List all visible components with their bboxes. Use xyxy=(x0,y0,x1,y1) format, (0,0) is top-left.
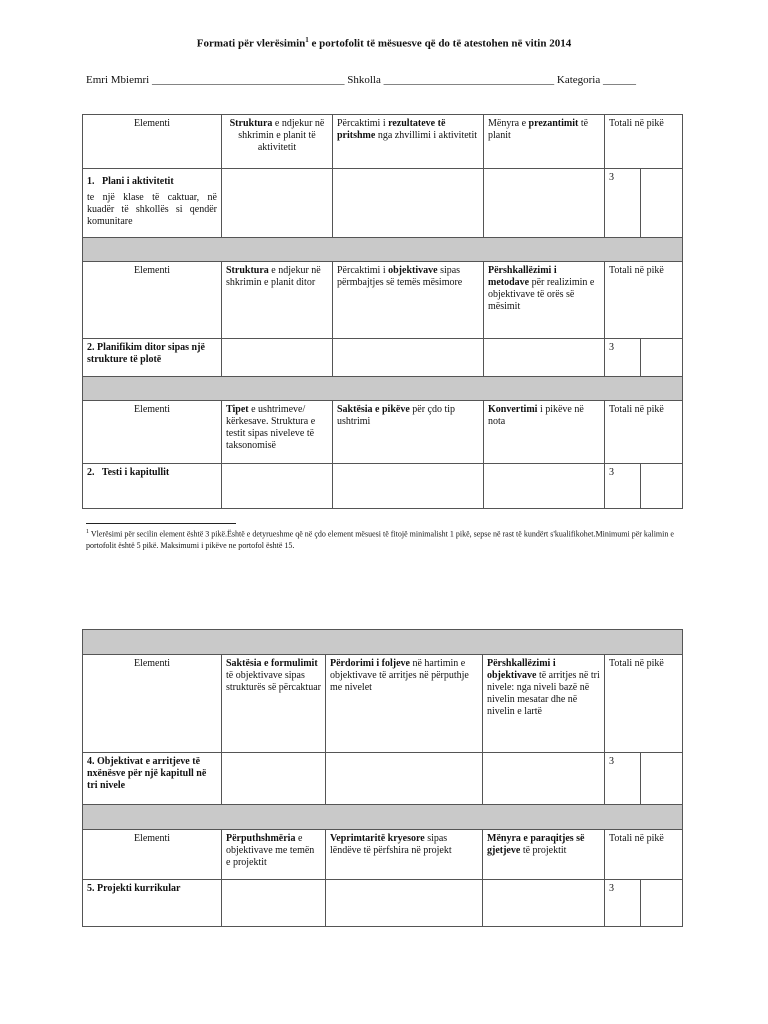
criterion-header: Mënyra e prezantimit të planit xyxy=(484,115,605,169)
header-row xyxy=(83,115,683,169)
criterion-header: Tipet e ushtrimeve/ kërkesave. Struktura e testit sipas niveleve të taksonomisë xyxy=(222,401,333,464)
points-blank xyxy=(641,753,683,805)
header-row xyxy=(83,401,683,464)
elements-header: Elementi xyxy=(83,401,222,464)
score-cell xyxy=(326,753,483,805)
criterion-header: Veprimtaritë kryesore sipas lëndëve të përfshira në projekt xyxy=(326,830,483,880)
criterion-header: Përcaktimi i rezultateve të pritshme nga zhvillimi i aktivitetit xyxy=(333,115,484,169)
title-text-rest: e portofolit të mësuesve që do të atestohen në vitin 2014 xyxy=(308,37,572,50)
total-header: Totali në pikë xyxy=(605,655,683,753)
identity-fields xyxy=(86,74,686,86)
element-cell: 5. Projekti kurrikular xyxy=(83,880,222,927)
score-cell xyxy=(483,753,605,805)
criterion-header: Përcaktimi i objektivave sipas përmbajtjes së temës mësimore xyxy=(333,262,484,339)
rubric-table-2 xyxy=(82,629,683,927)
criterion-header: Mënyra e paraqitjes së gjetjeve të projektit xyxy=(483,830,605,880)
element-cell: 2. Planifikim ditor sipas një strukture të plotë xyxy=(83,339,222,377)
score-cell xyxy=(484,169,605,238)
criterion-header: Përputhshmëria e objektivave me temën e projektit xyxy=(222,830,326,880)
element-row xyxy=(83,169,683,238)
header-row xyxy=(83,655,683,753)
school-field: Shkolla _______________________________ xyxy=(347,74,555,86)
score-cell xyxy=(222,339,333,377)
separator-row xyxy=(83,377,683,401)
document-title xyxy=(0,36,768,50)
criterion-header: Konvertimi i pikëve në nota xyxy=(484,401,605,464)
elements-header: Elementi xyxy=(83,830,222,880)
score-cell xyxy=(484,339,605,377)
element-row xyxy=(83,339,683,377)
criterion-header: Saktësia e pikëve për çdo tip ushtrimi xyxy=(333,401,484,464)
criterion-header: Struktura e ndjekur në shkrimin e planit ditor xyxy=(222,262,333,339)
score-cell xyxy=(333,464,484,509)
points-cell: 3 xyxy=(605,464,641,509)
elements-header: Elementi xyxy=(83,115,222,169)
score-cell xyxy=(222,169,333,238)
name-field: Emri Mbiemri ___________________________________ xyxy=(86,74,345,86)
separator-row xyxy=(83,630,683,655)
points-cell: 3 xyxy=(605,753,641,805)
score-cell xyxy=(222,464,333,509)
points-cell: 3 xyxy=(605,339,641,377)
elements-header: Elementi xyxy=(83,655,222,753)
category-field: Kategoria ______ xyxy=(556,74,636,86)
header-row xyxy=(83,262,683,339)
separator-row xyxy=(83,805,683,830)
score-cell xyxy=(483,880,605,927)
points-blank xyxy=(641,880,683,927)
score-cell xyxy=(222,880,326,927)
points-cell: 3 xyxy=(605,880,641,927)
footnote-ref: 1 xyxy=(305,36,309,44)
element-row xyxy=(83,753,683,805)
separator-row xyxy=(83,238,683,262)
score-cell xyxy=(333,339,484,377)
total-header: Totali në pikë xyxy=(605,830,683,880)
total-header: Totali në pikë xyxy=(605,262,683,339)
footnote: $^1$ Vlerësimi për secilin element është 3 pikë.Është e detyrueshme që në çdo element mësuesi të fitojë minimalisht 1 pikë, sepse në rast të kundërt s'kualifikohet.Minimumi për kalimin e portofolit është 5 pikë. Maksimumi i pikëve ne portofol është 15. xyxy=(86,529,674,550)
score-cell xyxy=(326,880,483,927)
footnote-separator xyxy=(86,523,236,524)
elements-header: Elementi xyxy=(83,262,222,339)
element-row xyxy=(83,464,683,509)
points-blank xyxy=(641,339,683,377)
total-header: Totali në pikë xyxy=(605,115,683,169)
score-cell xyxy=(222,753,326,805)
criterion-header: Përshkallëzimi i objektivave të arritjes në tri nivele: nga niveli bazë në nivelin mesatar dhe në nivelin e lartë xyxy=(483,655,605,753)
element-cell: 2. Testi i kapitullit xyxy=(83,464,222,509)
element-row xyxy=(83,880,683,927)
rubric-table-1 xyxy=(82,114,683,509)
header-row xyxy=(83,830,683,880)
title-text: Formati për vlerësimin xyxy=(196,37,306,50)
score-cell xyxy=(484,464,605,509)
points-blank xyxy=(641,169,683,238)
element-cell: 4. Objektivat e arritjeve të nxënësve për një kapitull në tri nivele xyxy=(83,753,222,805)
points-blank xyxy=(641,464,683,509)
points-cell: 3 xyxy=(605,169,641,238)
criterion-header: Përdorimi i foljeve në hartimin e objektivave të arritjes në përputhje me nivelet xyxy=(326,655,483,753)
criterion-header: Përshkallëzimi i metodave për realizimin e objektivave të orës së mësimit xyxy=(484,262,605,339)
score-cell xyxy=(333,169,484,238)
criterion-header: Saktësia e formulimit të objektivave sipas strukturës së përcaktuar xyxy=(222,655,326,753)
criterion-header: Struktura e ndjekur në shkrimin e planit të aktivitetit xyxy=(222,115,333,169)
total-header: Totali në pikë xyxy=(605,401,683,464)
element-cell: 1. Plani i aktivitetit te një klase të caktuar, në kuadër të shkollës si qendër komunitare xyxy=(83,169,222,238)
